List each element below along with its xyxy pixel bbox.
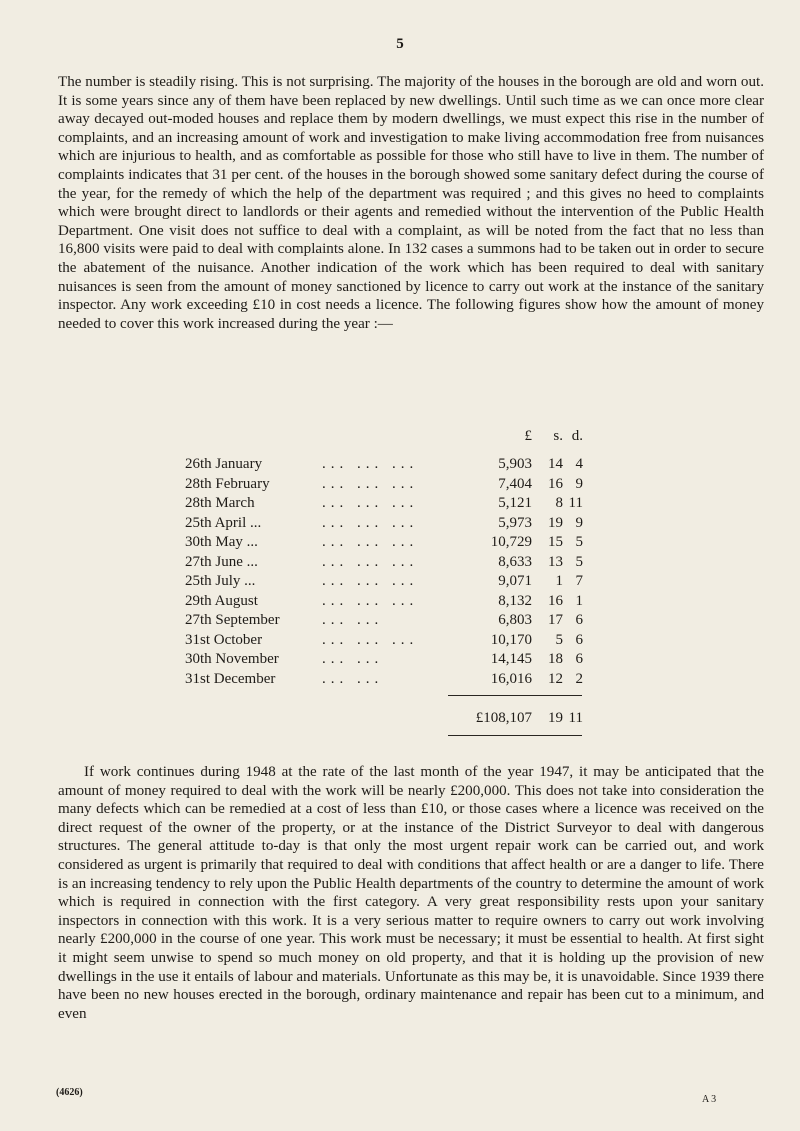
row-month: 28th March xyxy=(185,495,255,511)
total-pounds: £108,107 xyxy=(475,710,532,726)
row-leader-dots: ... ... ... xyxy=(322,495,419,511)
row-month: 28th February xyxy=(185,475,270,492)
row-shillings: 13 xyxy=(548,553,563,570)
row-month: 29th August xyxy=(185,592,258,609)
header-pence: d. xyxy=(571,428,583,444)
row-shillings: 12 xyxy=(548,670,563,687)
row-pence: 9 xyxy=(575,514,583,531)
row-leader-dots: ... ... ... xyxy=(322,514,419,531)
row-leader-dots: ... ... ... xyxy=(322,456,419,472)
row-leader-dots: ... ... xyxy=(322,670,384,687)
header-pounds: £ xyxy=(524,428,532,444)
row-pounds: 8,633 xyxy=(498,553,532,570)
row-leader-dots: ... ... xyxy=(322,651,384,667)
row-shillings: 18 xyxy=(548,651,563,667)
row-month: 25th April ... xyxy=(185,514,262,531)
row-pounds: 5,973 xyxy=(498,514,532,531)
row-pounds: 9,071 xyxy=(498,573,532,589)
row-pounds: 14,145 xyxy=(490,651,532,667)
row-pounds: 10,729 xyxy=(490,534,532,550)
row-month: 31st October xyxy=(185,631,263,648)
row-leader-dots: ... ... ... xyxy=(322,534,419,550)
row-month: 27th June ... xyxy=(185,553,258,570)
row-shillings: 16 xyxy=(548,592,563,609)
row-shillings: 14 xyxy=(548,456,563,472)
row-pence: 6 xyxy=(575,612,583,628)
row-month: 31st December xyxy=(185,670,276,687)
row-pounds: 10,170 xyxy=(490,631,532,648)
page-number: 5 xyxy=(396,36,404,52)
row-pence: 5 xyxy=(575,553,583,570)
total-rule-top xyxy=(448,695,582,696)
row-shillings: 1 xyxy=(555,573,563,589)
row-shillings: 5 xyxy=(555,631,563,648)
row-pence: 4 xyxy=(575,456,583,472)
row-pence: 6 xyxy=(575,651,583,667)
row-pence: 9 xyxy=(575,475,583,492)
row-month: 25th July ... xyxy=(185,573,256,589)
body-paragraph-2: If work continues during 1948 at the rate of the last month of the year 1947, it may be anticipated that the amount of money required to deal with the work will be nearly £200,000. This does not take into consideration the many defects which can be remedied at a cost of less than £10, or those cases where a licence was received on the direct request of the owner of the property, or at the instance of the District Surveyor to deal with dangerous structures. The general attitude to-day is that only the most urgent repair work can be carried out, and work considered as urgent is primarily that required to deal with conditions that affect health or are a danger to life. There is an increasing tendency to rely upon the Public Health departments of the country to determine the amount of work which is required in connection with the first category. A very great responsibility rests upon your sanitary inspectors in connection with this work. It is a very serious matter to require owners to carry out work involving nearly £200,000 in the course of one year. This work must be necessary; it must be essential to health. At first sight it might seem unwise to spend so much money on old property, and that it is holding up the provision of new dwellings in the use it entails of labour and materials. Unfortunate as this may be, it is unavoidable. Since 1939 there have been no new houses erected in the borough, ordinary maintenance and repair has been cut to a minimum, and even xyxy=(58,764,764,1022)
row-leader-dots: ... ... ... xyxy=(322,592,419,609)
row-pence: 7 xyxy=(575,573,583,589)
row-pence: 1 xyxy=(575,592,583,609)
row-shillings: 19 xyxy=(548,514,563,531)
row-leader-dots: ... ... ... xyxy=(322,475,419,492)
row-shillings: 15 xyxy=(548,534,563,550)
row-leader-dots: ... ... ... xyxy=(322,573,419,589)
row-pence: 6 xyxy=(575,631,583,648)
row-shillings: 8 xyxy=(555,495,563,511)
licence-cost-table xyxy=(0,428,800,766)
row-leader-dots: ... ... xyxy=(322,612,384,628)
row-leader-dots: ... ... ... xyxy=(322,553,419,570)
total-pence: 11 xyxy=(568,710,583,726)
row-pounds: 5,903 xyxy=(498,456,532,472)
row-month: 27th September xyxy=(185,612,280,628)
header-shillings: s. xyxy=(553,428,563,444)
row-month: 26th January xyxy=(185,456,263,472)
row-leader-dots: ... ... ... xyxy=(322,631,419,648)
total-shillings: 19 xyxy=(548,710,563,726)
row-month: 30th May ... xyxy=(185,534,258,550)
row-pounds: 6,803 xyxy=(498,612,532,628)
row-pounds: 16,016 xyxy=(490,670,532,687)
signature-mark: A 3 xyxy=(702,1094,717,1105)
row-shillings: 17 xyxy=(548,612,563,628)
total-rule-bottom xyxy=(448,735,582,736)
row-month: 30th November xyxy=(185,651,279,667)
print-code: (4626) xyxy=(56,1087,83,1098)
row-pounds: 7,404 xyxy=(498,475,532,492)
row-pence: 5 xyxy=(575,534,583,550)
row-pounds: 5,121 xyxy=(498,495,532,511)
row-pounds: 8,132 xyxy=(498,592,532,609)
row-pence: 2 xyxy=(575,670,583,687)
row-shillings: 16 xyxy=(548,475,563,492)
body-paragraph-1: The number is steadily rising. This is not surprising. The majority of the houses in the borough are old and worn out. It is some years since any of them have been replaced by new dwellings. Until such time as we can once more clear away decayed out-moded houses and replace them by modern dwellings, we must expect this rise in the number of complaints, and an increasing amount of work and investigation to make living accommodation free from nuisances which are injurious to health, and as comfortable as possible for those who still have to live in them. The number of complaints indicates that 31 per cent. of the houses in the borough showed some sanitary defect during the course of the year, for the remedy of which the help of the department was required ; and this gives no heed to complaints which were brought direct to landlords or their agents and remedied without the intervention of the Public Health Department. One visit does not suffice to deal with a complaint, as will be noted from the fact that no less than 16,800 visits were paid to deal with complaints alone. In 132 cases a summons had to be taken out in order to secure the abatement of the nuisance. Another indication of the work which has been required to deal with sanitary nuisances is seen from the amount of money sanctioned by licence to carry out work at the instance of the sanitary inspector. Any work exceeding £10 in cost needs a licence. The following figures show how the amount of money needed to cover this work increased during the year :— xyxy=(58,74,764,332)
row-pence: 11 xyxy=(568,495,583,511)
